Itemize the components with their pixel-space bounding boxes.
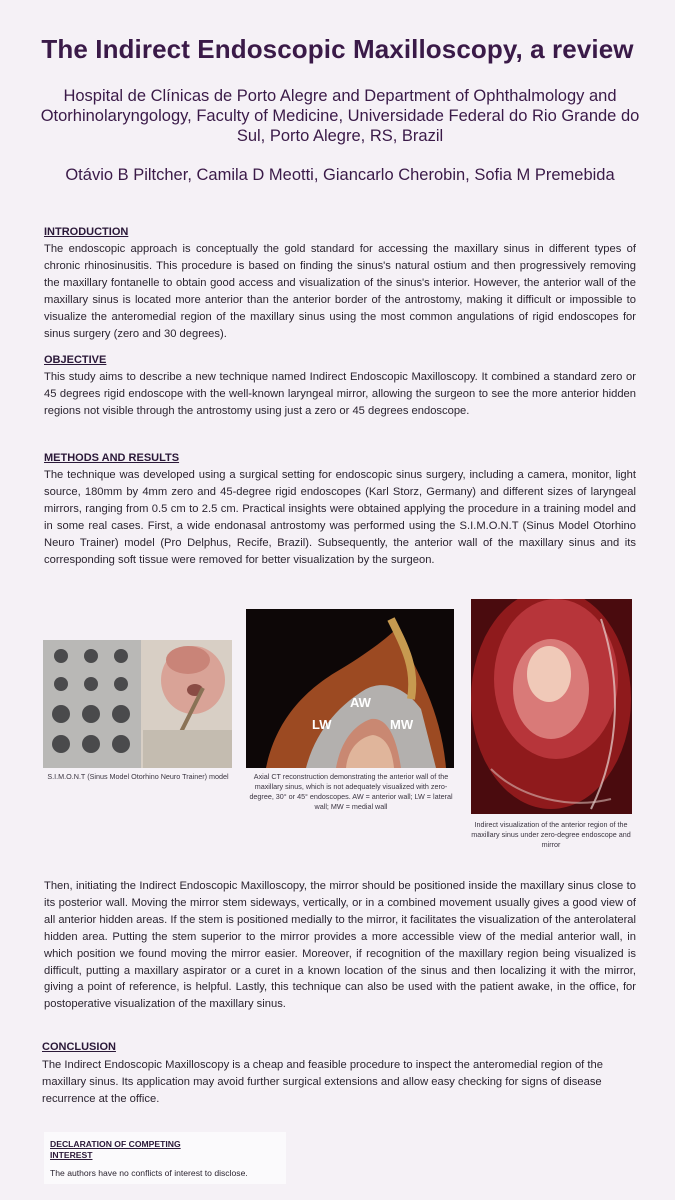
authors: Otávio B Piltcher, Camila D Meotti, Giancarlo Cherobin, Sofia M Premebida (65, 166, 615, 184)
declaration-heading: DECLARATION OF COMPETING INTEREST (50, 1139, 181, 1160)
conclusion-heading: CONCLUSION (42, 1041, 116, 1053)
introduction-text: The endoscopic approach is conceptually the gold standard for accessing the maxillary sinus in different types of chronic rhinosinusitis. This procedure is based on finding the sinus's natural ostium and then progressively removing the maxillary fontanelle to obtain good access and visualization of the sinus's interior. However, the anterior wall of the maxillary sinus is located more anterior than the anterior border of the antrostomy, making it difficult or impossible to visualize the anteromedial region of the maxillary sinus using the most common angulations of rigid endoscopes for sinus surgery (zero and 30 degrees). (44, 243, 636, 340)
endoscopic-view-figure (471, 599, 632, 814)
conclusion-text: The Indirect Endoscopic Maxilloscopy is a cheap and feasible procedure to inspect the anteromedial region of the maxillary sinus. Its application may avoid further surgical extensions and allow easy checking for signs of disease recurrence at the office. (42, 1059, 603, 1105)
axial-ct-figure (246, 609, 454, 768)
lw-label: LW (312, 717, 332, 732)
methods-heading: METHODS AND RESULTS (44, 452, 180, 464)
methods-text: The technique was developed using a surgical setting for endoscopic sinus surgery, including a camera, monitor, light source, 180mm by 4mm zero and 45-degree rigid endoscopes (Karl Storz, Germany) and different sizes of laryngeal mirrors, ranging from 0.5 cm to 2.5 cm. Practical insights were obtained applying the procedure in a training model and in some real cases. First, a wide endonasal antrostomy was performed using the S.I.M.O.N.T (Sinus Model Otorhino Neuro Trainer) model (Pro Delphus, Recife, Brazil). Subsequently, the anterior wall of the maxillary sinus and its corresponding soft tissue were removed for better visualization by the surgeon. (44, 469, 636, 566)
methods-text-continued: Then, initiating the Indirect Endoscopic Maxilloscopy, the mirror should be positioned inside the maxillary sinus close to its posterior wall. Moving the mirror stem sideways, vertically, or in a combined movement usually gives a good view of all anterior hidden areas. If the stem is positioned medially to the mirror, it facilitates the visualization of the anterolateral hidden area. Putting the stem superior to the mirror provides a more accessible view of the medial anterior wall, in which position we found moving the mirror easier. Moreover, if recognition of the maxillary region being visualized is difficult, putting a maxillary aspirator or a curet in a known location of the sinus and then localizing it with the mirror, giving a point of reference, is helpful. Lastly, this technique can also be used with the patient awake, in the office, for postoperative visualization of the maxillary sinus. (44, 880, 636, 1011)
objective-text: This study aims to describe a new technique named Indirect Endoscopic Maxilloscopy. It combined a standard zero or 45 degrees rigid endoscope with the well-known laryngeal mirror, allowing the surgeon to see the more anterior hidden regions not visible through the antrostomy using just a zero or 45 degrees endoscope. (44, 371, 636, 417)
introduction-heading: INTRODUCTION (44, 226, 129, 238)
declaration-text: The authors have no conflicts of interest to disclose. (50, 1168, 248, 1178)
objective-heading: OBJECTIVE (44, 354, 107, 366)
affiliation: Hospital de Clínicas de Porto Alegre and Department of Ophthalmology and Otorhinolaryngology, Faculty of Medicine, Universidade Federal do Rio Grande do Sul, Porto Alegre, RS, Brazil (40, 87, 640, 145)
fig3-caption: Indirect visualization of the anterior region of the maxillary sinus under zero-degree endoscope and mirror (471, 820, 631, 849)
simont-model-figure (43, 640, 232, 768)
aw-label: AW (350, 695, 371, 710)
poster-title: The Indirect Endoscopic Maxilloscopy, a review (41, 34, 634, 64)
declaration-box (44, 1132, 286, 1184)
fig1-caption: S.I.M.O.N.T (Sinus Model Otorhino Neuro Trainer) model (47, 772, 229, 781)
mw-label: MW (390, 717, 414, 732)
fig2-caption: Axial CT reconstruction demonstrating the anterior wall of the maxillary sinus, which is not adequately visualized with zero-degree, 30° or 45° endoscopes. AW = anterior wall; LW = lateral wall; MW = medial wall (249, 772, 453, 811)
